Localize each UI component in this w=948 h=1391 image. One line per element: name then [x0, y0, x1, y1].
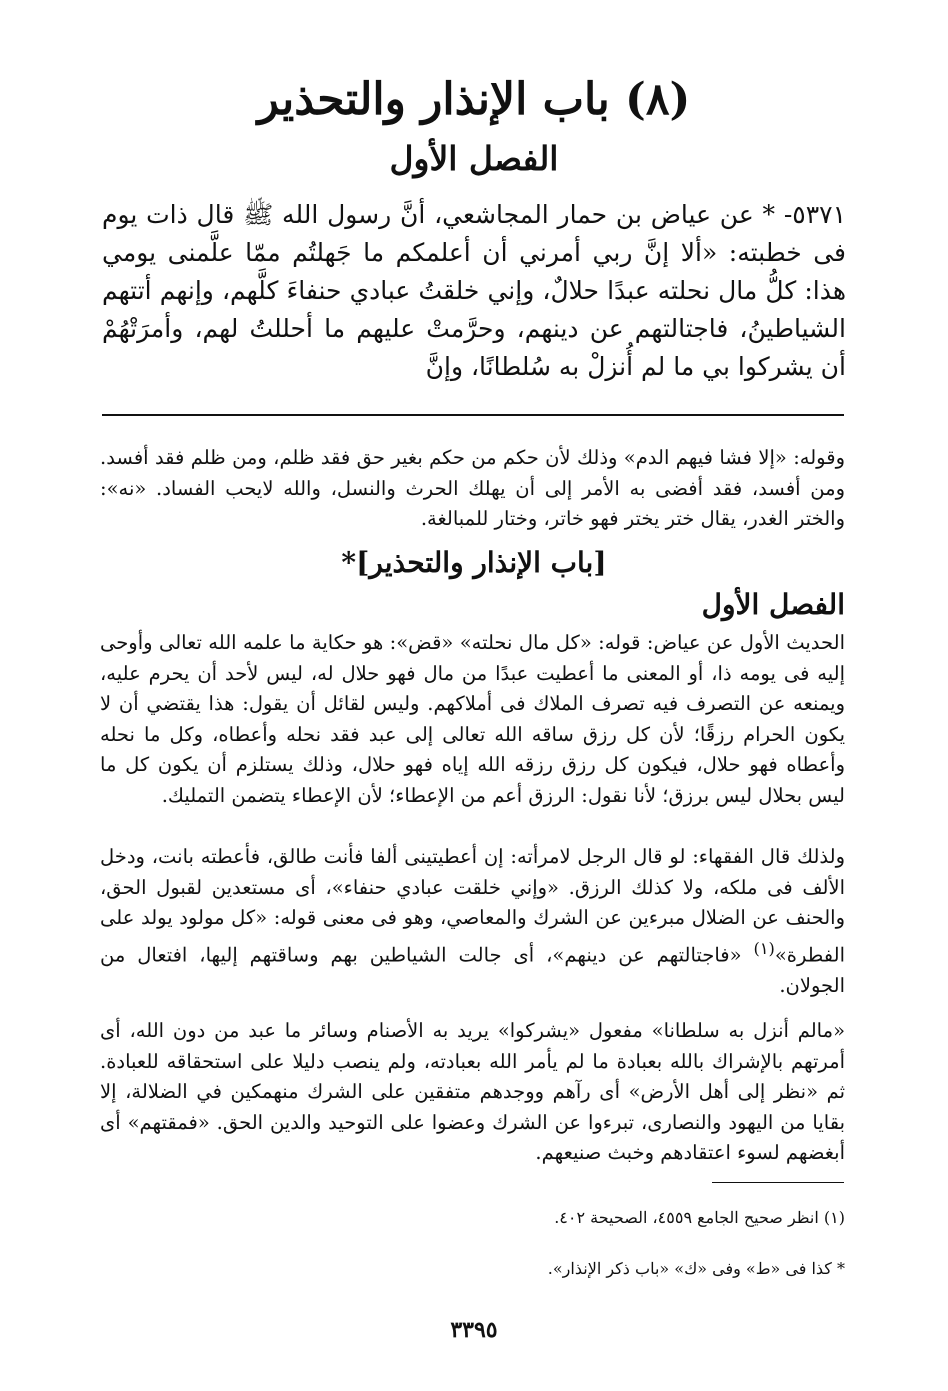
commentary-section-heading: الفصل الأول: [701, 588, 845, 621]
hadith-paragraph: ٥٣٧١- * عن عياض بن حمار المجاشعي، أنَّ رسول الله ﷺ قال ذات يوم فى خطبته: «ألا إنَّ ربي أمرني أن أعلمكم ما جَهلتُم ممّا علَّمنى يومي هذا: كلُّ مال نحلته عبدًا حلالٌ، وإني خلقتُ عبادي حنفاءَ كلَّهم، وإنهم أتتهم الشياطينُ، فاجتالتهم عن دينهم، وحرَّمتْ عليهم ما أحللتُ لهم، وأمرَتْهُمْ أن يشركوا بي ما لم أُنزلْ به سُلطانًا، وإنَّ: [102, 200, 846, 381]
commentary-block-3: [100, 842, 845, 1001]
section-title: الفصل الأول: [389, 139, 559, 178]
commentary-paragraph: الحديث الأول عن عياض: قوله: «كل مال نحلته» «قض»: هو حكاية ما علمه الله تعالى وأوحى إليه فى يومه ذا، أو المعنى ما أعطيت عبدًا من مال فهو حلال له، ليس لأحد أن يحرم عليه، ويمنعه عن التصرف فيه تصرف الملاك فى أملاكهم. وليس لقائل أن يقول: هذا يقتضي أن لا يكون الحرام رزقًا؛ لأن كل رزق ساقه الله تعالى إلى عبد فقد نحله وأعطاه، وكل ما نحله وأعطاه فهو حلال، فيكون كل رزق رزقه الله إياه فهو حلال، وذلك يستلزم أن يكون كل ما ليس بحلال ليس برزق؛ لأنا نقول: الرزق أعم من الإعطاء؛ لأن الإعطاء يتضمن التمليك.: [100, 631, 845, 807]
footnote-2: * كذا فى «ط» وفى «ك» «باب ذكر الإنذار».: [547, 1259, 845, 1278]
footnote-separator: [712, 1182, 844, 1183]
commentary-paragraph: وقوله: «إلا فشا فيهم الدم» وذلك لأن حكم من حكم بغير حق فقد ظلم، ومن ظلم فقد أفسد. ومن أفسد، فقد أفضى به الأمر إلى أن يهلك الحرث والنسل، والله لايحب الفساد. «نه»: والختر الغدر، يقال ختر يختر فهو خاتر، وختار للمبالغة.: [100, 446, 845, 530]
commentary-block-4: [100, 1016, 845, 1169]
commentary-paragraph: «مالم أنزل به سلطانا» مفعول «يشركوا» يريد به الأصنام وسائر ما عبد من دون الله، أى أمرتهم بالإشراك بالله بعبادة ما لم يأمر الله بعبادته، ولم ينصب دليلا على استحقاقه للعبادة. ثم «نظر إلى أهل الأرض» أى رآهم ووجدهم متفقين على الشرك منهمكين في الضلالة، إلا بقايا من اليهود والنصارى، تبرءوا عن الشرك وعضوا على التوحيد والدين الحق. «فمقتهم» أى أبغضهم لسوء اعتقادهم وخبث صنيعهم.: [100, 1019, 845, 1164]
chapter-title: (٨) باب الإنذار والتحذير: [257, 74, 691, 125]
page-number: ٣٣٩٥: [450, 1317, 498, 1343]
commentary-block-1: [100, 443, 845, 535]
footnote-ref: (١): [753, 938, 775, 958]
hadith-text: [102, 196, 846, 386]
commentary-chapter-heading: [باب الإنذار والتحذير]*: [341, 546, 607, 579]
commentary-text: ولذلك قال الفقهاء: لو قال الرجل لامرأته: إن أعطيتينى ألفا فأنت طالق، فأعطته بانت، ودخل الألف فى ملكه، ولا كذلك الرزق. «وإني خلقت عبادي حنفاء»، أى مستعدين لقبول الحق، والحنف عن الضلال مبرءين عن الشرك والمعاصي، وهو فى معنى قوله: «كل مولود يولد على الفطرة»: [100, 845, 845, 966]
footnote-1: (١) انظر صحيح الجامع ٤٥٥٩، الصحيحة ٤٠٢.: [554, 1208, 845, 1227]
separator-line: [102, 414, 844, 416]
commentary-paragraph: [100, 842, 845, 1001]
commentary-text: «فاجتالتهم عن دينهم»، أى جالت الشياطين بهم وساقتهم إليها، افتعال من الجولان.: [100, 943, 845, 997]
commentary-block-2: [100, 628, 845, 811]
